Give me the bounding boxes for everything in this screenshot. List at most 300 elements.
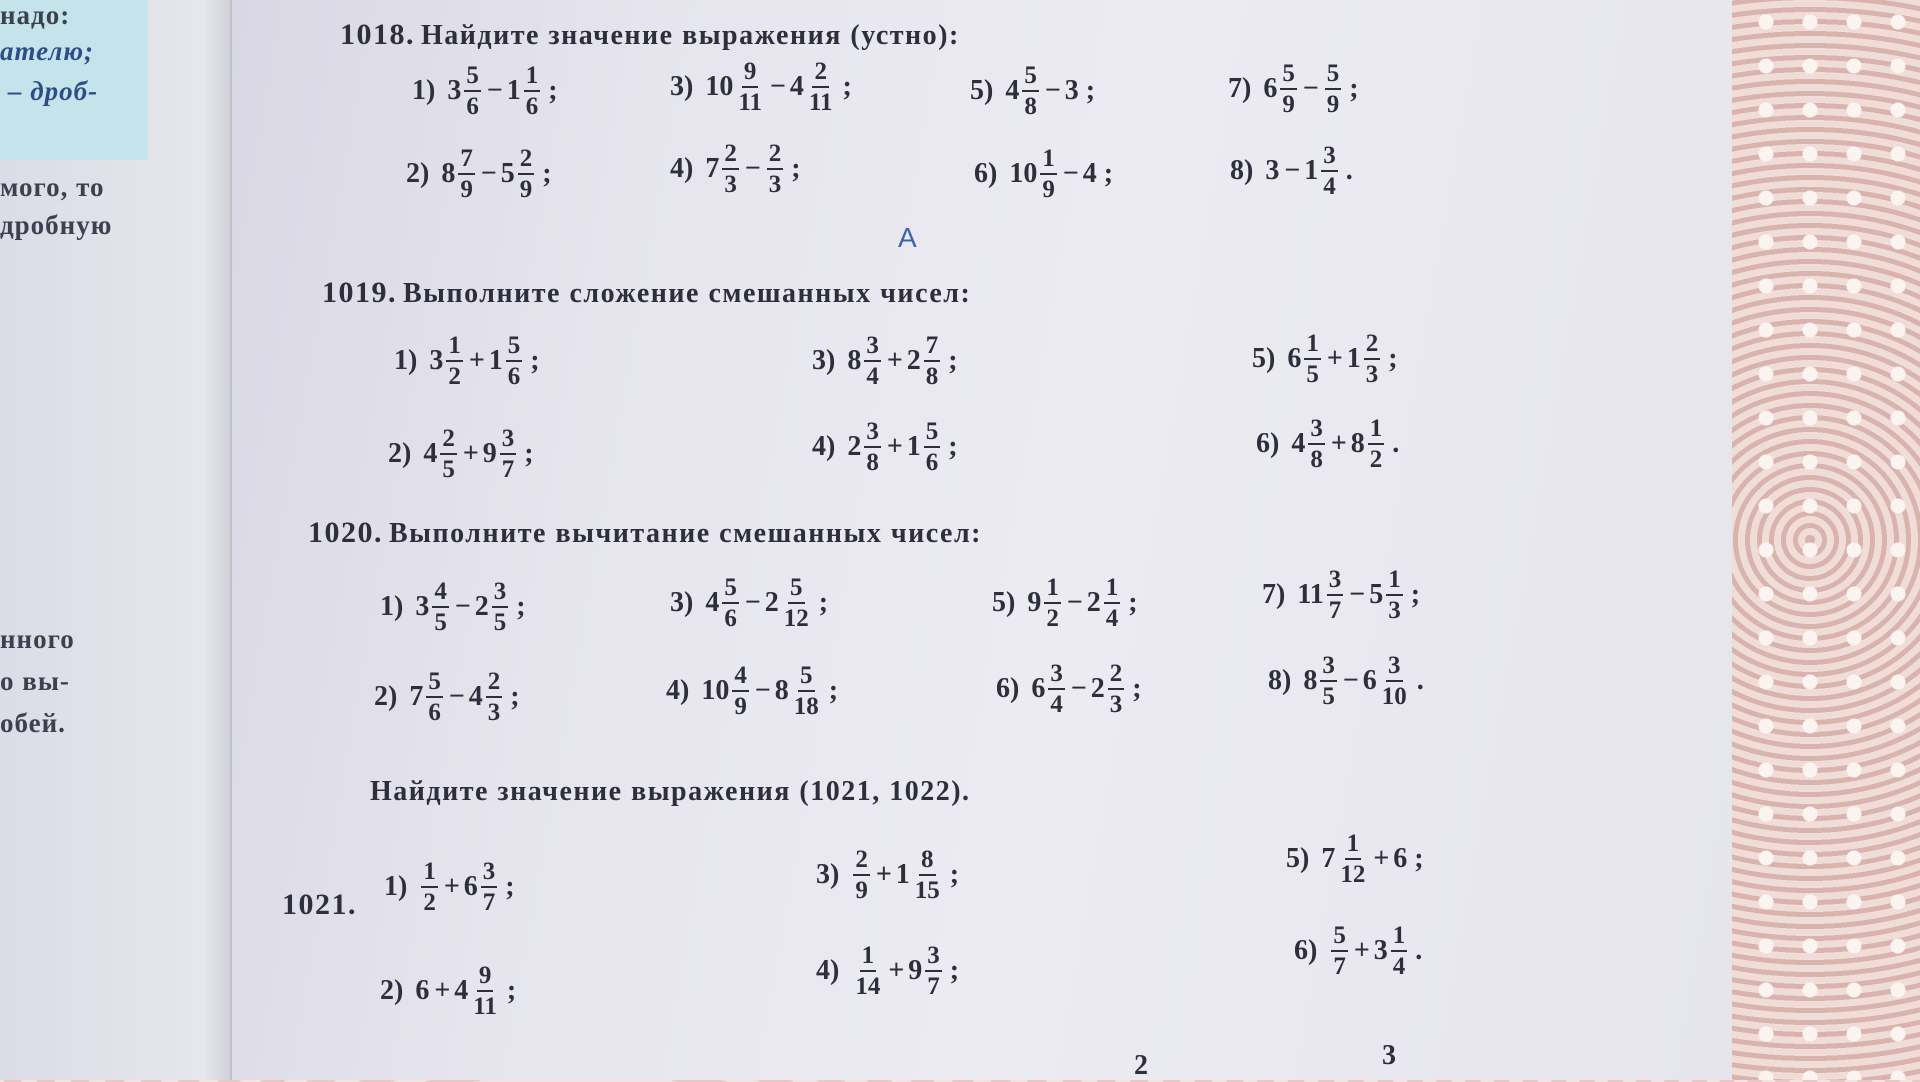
terminator: ; [828,675,839,706]
denominator: 9 [519,176,533,203]
fraction [481,858,498,916]
fraction [1325,60,1342,118]
cutoff-text: 2 [1134,1050,1148,1081]
denominator: 4 [1050,691,1063,718]
fraction [1320,652,1337,710]
whole-part: 6 [463,871,478,902]
fraction [1304,330,1321,388]
operator: − [1342,665,1359,696]
numerator: 3 [1308,415,1325,445]
item-index: 5) [970,75,994,106]
numerator: 2 [440,425,457,455]
denominator: 18 [793,693,819,720]
expression-1020-6 [996,660,1142,718]
numerator: 2 [853,846,870,876]
denominator: 9 [855,877,868,904]
whole-part: 6 [1393,843,1408,874]
whole-part: 3 [415,591,430,622]
fraction [471,962,499,1020]
fraction [1386,566,1403,624]
exercise-number: 1021. [282,888,357,921]
denominator: 9 [734,693,747,720]
fraction [1308,415,1325,473]
denominator: 7 [1328,597,1342,624]
exercise-1018-header [340,18,960,52]
item-index: 4) [812,431,836,462]
operator: + [888,955,905,986]
operator: − [744,153,761,184]
terminator: ; [548,75,558,106]
numerator: 3 [864,418,881,448]
fraction [792,662,821,720]
denominator: 5 [1306,361,1319,388]
fraction [1321,142,1338,200]
expression-1020-1 [380,578,526,636]
denominator: 11 [738,89,762,116]
prev-page-line: обей. [0,708,66,738]
denominator: 7 [927,973,940,1000]
denominator: 5 [493,609,507,636]
terminator: ; [1128,587,1138,618]
whole-part: 4 [705,587,720,618]
fraction [524,62,541,120]
denominator: 4 [1105,605,1119,632]
numerator: 5 [464,62,481,92]
numerator: 5 [1280,60,1297,90]
numerator: 3 [1386,652,1403,682]
whole-part: 8 [1350,428,1365,459]
denominator: 6 [724,605,737,632]
numerator: 2 [1364,330,1381,360]
expression-1018-8 [1230,142,1353,200]
denominator: 4 [1392,953,1406,980]
numerator: 8 [919,846,936,876]
item-index: 3) [812,345,836,376]
fraction [506,332,523,390]
operator: + [1330,428,1347,459]
terminator: ; [524,438,534,469]
item-index: 6) [1256,428,1280,459]
denominator: 6 [507,363,521,390]
expression-1018-6 [974,145,1113,203]
expression-1019-3 [812,332,958,390]
fraction [1380,652,1409,710]
numerator: 5 [426,668,443,698]
fraction [1364,330,1381,388]
operator: + [443,871,460,902]
numerator: 9 [477,962,494,992]
whole-part: 10 [701,675,730,706]
item-index: 8) [1230,155,1254,186]
numerator: 7 [924,332,941,362]
numerator: 1 [860,942,877,972]
expression-1018-1 [412,62,558,120]
numerator: 1 [1391,922,1408,952]
denominator: 8 [866,449,879,476]
denominator: 4 [1323,173,1336,200]
whole-part: 9 [908,955,923,986]
whole-part: 1 [895,859,910,890]
terminator: ; [1388,343,1398,374]
fraction [446,332,463,390]
fraction [492,578,509,636]
exercise-title: Найдите значение выражения (устно): [421,20,960,51]
denominator: 6 [466,93,479,120]
numerator: 5 [1331,922,1348,952]
whole-part: 3 [1373,935,1388,966]
terminator: . [1345,155,1353,186]
expression-1020-8 [1268,652,1424,710]
operator: − [448,681,465,712]
terminator: ; [842,71,852,102]
fraction [1280,60,1297,118]
whole-part: 4 [1005,75,1020,106]
denominator: 6 [428,699,441,726]
terminator: ; [1410,579,1421,610]
whole-part: 2 [906,345,921,376]
whole-part: 4 [468,681,483,712]
operator: + [886,431,903,462]
operator: + [1353,935,1370,966]
exercise-1021-number [282,888,363,922]
expression-1018-3 [670,58,852,116]
terminator: ; [542,158,552,189]
terminator: ; [1085,75,1096,106]
expression-1021-2 [380,962,516,1020]
numerator: 1 [421,858,438,888]
terminator: ; [530,345,540,376]
prev-page-line: надо: [0,0,71,30]
terminator: ; [506,975,517,1006]
denominator: 15 [914,877,940,904]
item-index: 3) [816,859,840,890]
item-index: 6) [996,673,1020,704]
denominator: 9 [460,176,473,203]
whole-part: 3 [447,75,462,106]
exercise-title: Выполните сложение смешанных чисел: [403,278,972,309]
operator: + [468,345,485,376]
fraction [426,668,443,726]
denominator: 2 [448,363,461,390]
numerator: 9 [742,58,759,88]
item-index: 5) [1286,843,1310,874]
section-letter-a: А [898,222,917,253]
whole-part: 5 [500,158,515,189]
terminator: ; [1349,73,1359,104]
denominator: 9 [1042,176,1055,203]
denominator: 5 [442,456,455,483]
operator: − [1284,155,1301,186]
denominator: 3 [724,171,737,198]
numerator: 5 [788,574,805,604]
numerator: 5 [722,574,739,604]
terminator: ; [949,955,960,986]
terminator: ; [948,345,958,376]
denominator: 9 [1326,91,1340,118]
denominator: 8 [925,363,939,390]
expression-1021-1 [384,858,515,916]
expression-1018-2 [406,145,552,203]
item-index: 8) [1268,665,1292,696]
whole-part: 3 [429,345,444,376]
denominator: 6 [525,93,539,120]
numerator: 7 [458,145,475,175]
denominator: 3 [1109,691,1123,718]
expression-1021-6 [1294,922,1422,980]
numerator: 1 [446,332,463,362]
expression-1019-5 [1252,330,1398,388]
fraction [1327,566,1344,624]
denominator: 11 [473,993,497,1020]
whole-part: 8 [774,675,789,706]
operator: + [886,345,903,376]
denominator: 11 [808,89,833,116]
tablecloth-background [1700,0,1920,1080]
expression-1020-5 [992,574,1138,632]
operator: + [1326,343,1343,374]
whole-part: 4 [1291,428,1306,459]
expression-1019-1 [394,332,540,390]
operator: − [454,591,471,622]
expression-1019-2 [388,425,534,483]
expression-1020-4 [666,662,838,720]
whole-part: 6 [1287,343,1302,374]
item-index: 2) [406,158,430,189]
numerator: 3 [864,332,881,362]
exercise-number: 1019. [322,276,397,309]
whole-part: 8 [441,158,456,189]
whole-part: 10 [1009,158,1038,189]
fraction [807,58,835,116]
whole-part: 4 [1082,158,1097,189]
whole-part: 7 [705,153,720,184]
prev-page-line: нного [0,624,75,654]
expression-1019-6 [1256,415,1399,473]
item-index: 2) [380,975,404,1006]
operator: − [1044,75,1061,106]
terminator: ; [949,859,960,890]
numerator: 5 [506,332,523,362]
fraction [1108,660,1125,718]
cutoff-text: 3 [1382,1040,1396,1071]
terminator: . [1416,665,1424,696]
terminator: ; [948,431,958,462]
expression-1020-2 [374,668,520,726]
numerator: 3 [481,858,498,888]
fraction [1331,922,1348,980]
whole-part: 5 [1369,579,1384,610]
item-index: 3) [670,71,694,102]
numerator: 2 [722,140,739,170]
whole-part: 2 [474,591,489,622]
whole-part: 6 [1362,665,1377,696]
whole-part: 2 [847,431,862,462]
whole-part: 2 [1090,673,1105,704]
fraction [421,858,438,916]
fraction [782,574,811,632]
prev-page-line: мого, то [0,172,105,202]
item-index: 7) [1262,579,1286,610]
denominator: 2 [423,889,436,916]
numerator: 4 [432,578,449,608]
operator: − [1070,673,1087,704]
item-index: 1) [412,75,436,106]
terminator: ; [818,587,829,618]
whole-part: 8 [847,345,862,376]
exercise-number: 1018. [340,18,415,51]
terminator: . [1392,428,1400,459]
operator: + [875,859,892,890]
whole-part: 10 [705,71,734,102]
fraction [432,578,449,636]
fraction [1040,145,1057,203]
whole-part: 2 [764,587,779,618]
fraction [1368,415,1385,473]
operator: − [1062,158,1079,189]
whole-part: 9 [482,438,497,469]
fraction [1044,574,1061,632]
item-index: 5) [1252,343,1276,374]
numerator: 2 [518,145,535,175]
numerator: 5 [798,662,815,692]
denominator: 7 [482,889,496,916]
item-index: 5) [992,587,1016,618]
item-index: 1) [380,591,404,622]
whole-part: 1 [506,75,521,106]
whole-part: 11 [1297,579,1324,610]
fraction [1104,574,1121,632]
numerator: 3 [1327,566,1344,596]
item-index: 1) [394,345,418,376]
numerator: 3 [925,942,942,972]
fraction [486,668,503,726]
whole-part: 1 [1304,155,1319,186]
exercise-1020-header [308,516,982,550]
numerator: 5 [1325,60,1342,90]
fraction [1391,922,1408,980]
fraction [722,140,739,198]
fraction [464,62,481,120]
operator: + [462,438,479,469]
whole-part: 2 [1086,587,1101,618]
fraction [864,418,881,476]
item-index: 2) [388,438,412,469]
whole-part: 7 [409,681,424,712]
exercise-title: Выполните вычитание смешанных чисел: [389,518,982,549]
operator: + [434,975,451,1006]
terminator: ; [791,153,801,184]
numerator: 1 [1104,574,1121,604]
denominator: 2 [1369,446,1383,473]
whole-part: 6 [1263,73,1278,104]
whole-part: 9 [1027,587,1042,618]
whole-part: 3 [1265,155,1280,186]
item-index: 3) [670,587,694,618]
item-index: 4) [816,955,840,986]
whole-part: 4 [423,438,438,469]
fraction [767,140,784,198]
fraction [500,425,517,483]
textbook-page [230,0,1732,1080]
terminator: . [1415,935,1423,966]
fraction [722,574,739,632]
operator: − [744,587,761,618]
expression-1018-5 [970,62,1095,120]
whole-part: 7 [1321,843,1336,874]
denominator: 14 [855,973,881,1000]
numerator: 3 [1320,652,1337,682]
numerator: 1 [1368,415,1385,445]
prev-page-line: – дроб- [8,76,99,106]
fraction [864,332,881,390]
denominator: 5 [1322,683,1335,710]
numerator: 1 [1304,330,1321,360]
denominator: 9 [1282,91,1295,118]
denominator: 12 [783,605,809,632]
numerator: 1 [1345,830,1362,860]
denominator: 8 [1024,93,1037,120]
operator: + [1373,843,1390,874]
expression-1019-4 [812,418,958,476]
terminator: ; [505,871,515,902]
numerator: 3 [1048,660,1065,690]
whole-part: 6 [1031,673,1046,704]
numerator: 2 [1108,660,1125,690]
item-index: 2) [374,681,398,712]
denominator: 6 [925,449,939,476]
expression-1021-4 [816,942,959,1000]
exercise-1019-header [322,276,971,310]
numerator: 3 [1321,142,1338,172]
terminator: ; [510,681,520,712]
prev-page-line: дробную [0,210,113,240]
item-index: 7) [1228,73,1252,104]
fraction [925,942,942,1000]
numerator: 5 [924,418,941,448]
terminator: ; [516,591,526,622]
whole-part: 1 [1346,343,1361,374]
fraction [458,145,475,203]
fraction [924,418,941,476]
denominator: 7 [501,456,515,483]
numerator: 2 [812,58,829,88]
denominator: 5 [434,609,447,636]
previous-page [0,0,240,1080]
fraction [732,662,749,720]
denominator: 2 [1046,605,1059,632]
numerator: 5 [1022,62,1039,92]
item-index: 1) [384,871,408,902]
numerator: 2 [767,140,784,170]
whole-part: 4 [789,71,804,102]
fraction [913,846,942,904]
denominator: 8 [1310,446,1323,473]
expression-1018-4 [670,140,801,198]
numerator: 1 [1386,566,1403,596]
numerator: 4 [732,662,749,692]
whole-part: 4 [454,975,469,1006]
fraction [440,425,457,483]
exercise-number: 1020. [308,516,383,549]
fraction [924,332,941,390]
expression-1021-5 [1286,830,1424,888]
denominator: 3 [1388,597,1401,624]
denominator: 3 [768,171,782,198]
denominator: 4 [866,363,879,390]
expression-1018-7 [1228,60,1359,118]
whole-part: 1 [488,345,503,376]
item-index: 6) [1294,935,1318,966]
